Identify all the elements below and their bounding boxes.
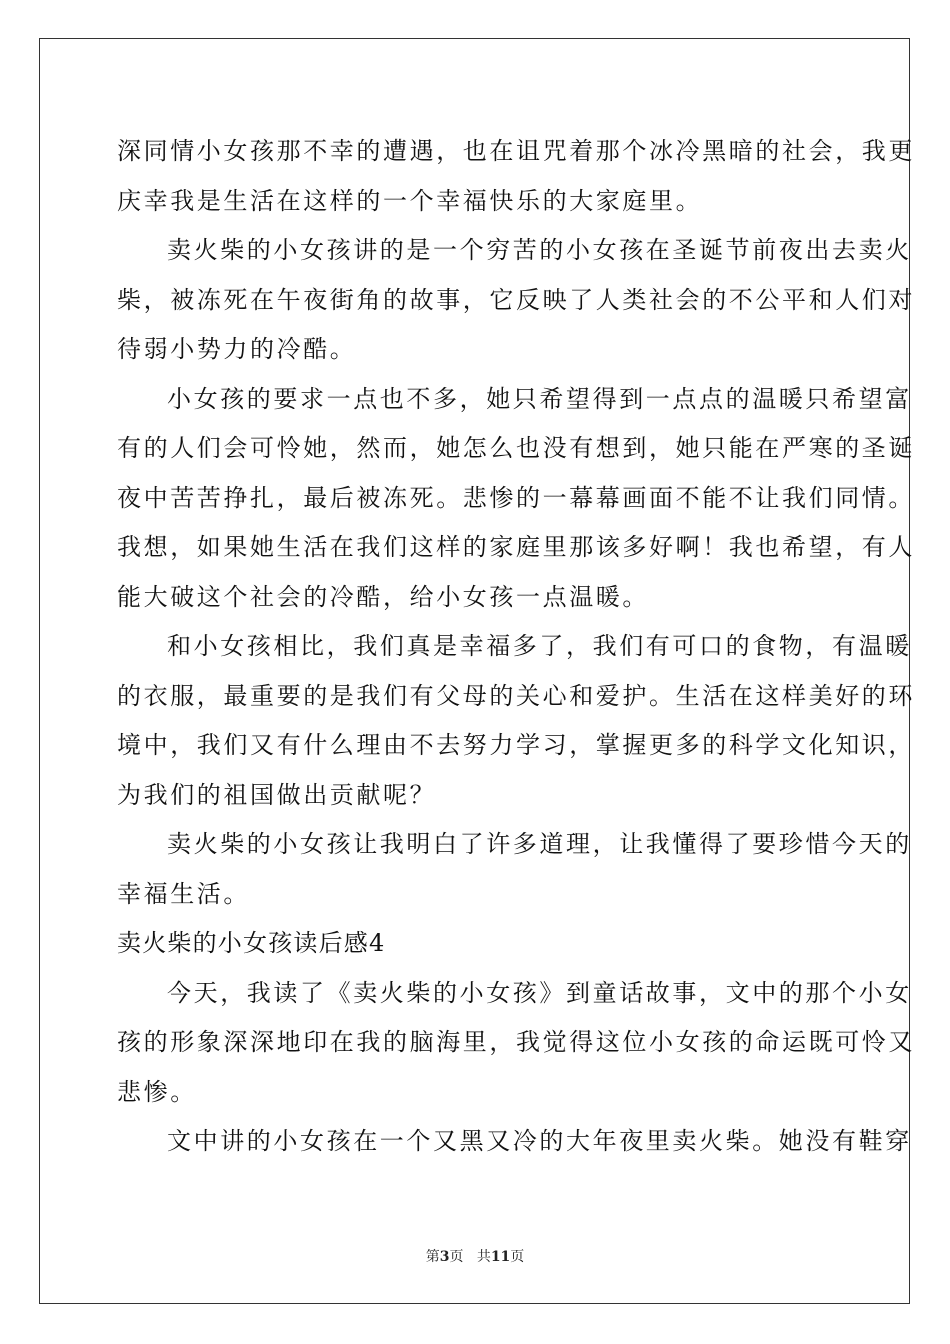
text-line: 的衣服，最重要的是我们有父母的关心和爱护。生活在这样美好的环 [117,681,915,710]
document-body [117,127,915,1167]
page-suffix: 页 [449,1249,464,1265]
text-line: 为我们的祖国做出贡献呢？ [117,780,437,809]
paragraph [117,820,912,919]
text-line: 卖火柴的小女孩让我明白了许多道理，让我懂得了要珍惜今天的 [167,830,912,858]
text-line: 能大破这个社会的冷酷，给小女孩一点温暖。 [117,582,649,611]
text-line: 我想，如果她生活在我们这样的家庭里那该多好啊！我也希望，有人 [117,533,915,561]
page-prefix: 第 [425,1249,440,1265]
current-page-number: 3 [439,1249,450,1265]
section-heading [117,919,837,969]
text-line: 孩的形象深深地印在我的脑海里，我觉得这位小女孩的命运既可怜又 [117,1028,915,1056]
paragraph [117,127,915,226]
paragraph [117,622,915,820]
text-line: 待弱小势力的冷酷。 [117,335,357,363]
text-line: 今天，我读了《卖火柴的小女孩》到童话故事，文中的那个小女 [167,978,912,1007]
text-line: 幸福生活。 [117,879,250,908]
text-line: 夜中苦苦挣扎，最后被冻死。悲惨的一幕幕画面不能不让我们同情。 [117,483,915,512]
text-line: 文中讲的小女孩在一个又黑又冷的大年夜里卖火柴。她没有鞋穿 [167,1127,912,1155]
paragraph [117,1117,912,1167]
paragraph [117,375,915,623]
paragraph [117,969,915,1118]
text-line: 卖火柴的小女孩讲的是一个穷苦的小女孩在圣诞节前夜出去卖火 [167,236,912,264]
total-suffix: 页 [510,1249,525,1265]
total-prefix: 共 [476,1249,491,1265]
text-line: 悲惨。 [117,1077,197,1106]
text-line: 境中，我们又有什么理由不去努力学习，掌握更多的科学文化知识， [117,731,915,759]
paragraph [117,226,915,375]
text-line: 深同情小女孩那不幸的遭遇，也在诅咒着那个冰冷黑暗的社会，我更 [117,137,915,165]
heading-text: 卖火柴的小女孩读后感4 [117,929,386,957]
text-line: 庆幸我是生活在这样的一个幸福快乐的大家庭里。 [117,186,703,215]
total-page-count: 11 [490,1249,511,1265]
text-line: 柴，被冻死在午夜街角的故事，它反映了人类社会的不公平和人们对 [117,285,915,314]
page-footer [0,1246,950,1266]
text-line: 有的人们会可怜她，然而，她怎么也没有想到，她只能在严寒的圣诞 [117,434,915,462]
text-line: 和小女孩相比，我们真是幸福多了，我们有可口的食物，有温暖 [167,632,912,660]
text-line: 小女孩的要求一点也不多，她只希望得到一点点的温暖只希望富 [167,384,912,413]
